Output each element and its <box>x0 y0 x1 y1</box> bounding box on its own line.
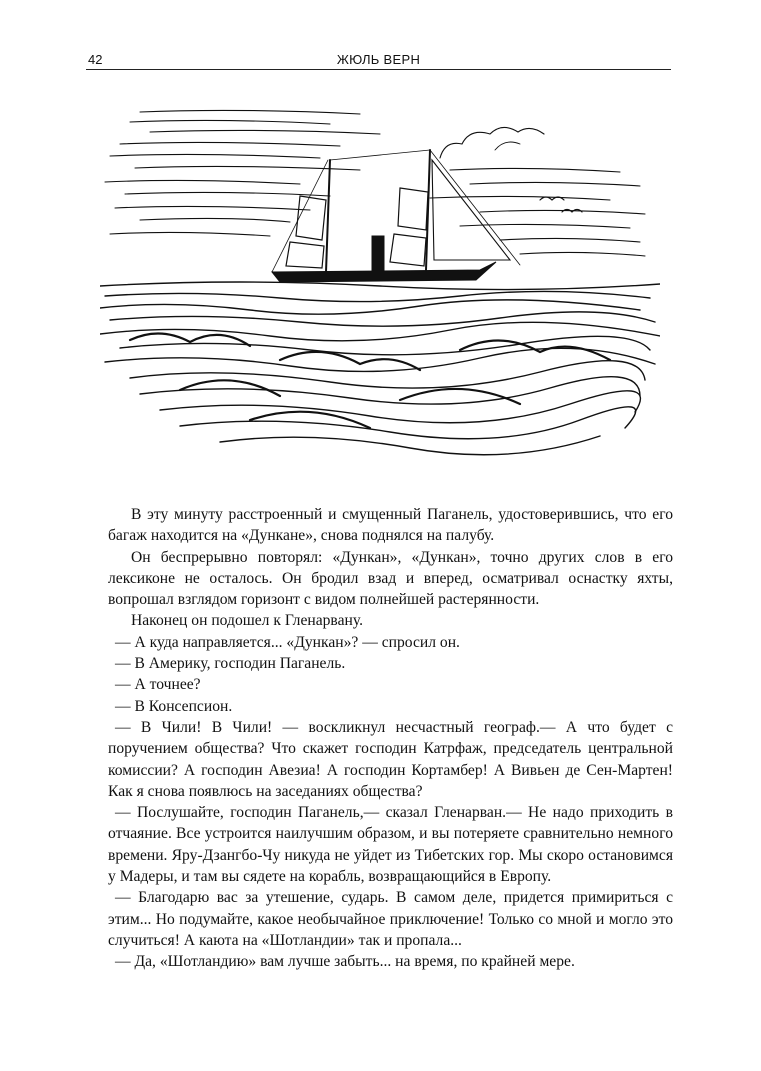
running-title: ЖЮЛЬ ВЕРН <box>336 52 421 67</box>
header-rule <box>86 69 671 70</box>
dialog-line: — Да, «Шотландию» вам лучше забыть... на время, по крайней мере. <box>115 953 575 971</box>
page-number: 42 <box>88 52 103 67</box>
dialog-line: — В Консепсион. <box>115 697 233 715</box>
body-text <box>108 504 673 973</box>
paragraph: В эту минуту расстроенный и смущенный Паганель, удостоверившись, что его багаж находится на «Дункане», снова поднялся на палубу. <box>108 506 673 545</box>
dialog-line: — Послушайте, господин Паганель,— сказал Гленарван.— Не надо приходить в отчаяние. Все устроится наилучшим образом, и вы потеряете сравнительно немного времени. Яру-Дзангбо-Чу никуда не уйдет из Тибетских гор. Мы скоро остановимся у Мадеры, и там вы сядете на корабль, возвращающийся в Европу. <box>108 804 673 886</box>
dialog-line: — В Чили! В Чили! — воскликнул несчастный географ.— А что будет с поручением общества? Что скажет господин Катрфаж, председатель центральной комиссии? А господин Авезиа! А господин Кортамбер! А Вивьен де Сен-Мартен! Как я снова появлюсь на заседаниях общества? <box>108 718 673 800</box>
page-header <box>86 50 671 68</box>
paragraph: Он беспрерывно повторял: «Дункан», «Дункан», точно других слов в его лексиконе не осталось. Он бродил взад и вперед, осматривал оснастку яхты, вопрошал взглядом горизонт с видом полнейшей растерянности. <box>108 548 673 609</box>
dialog-line: — Благодарю вас за утешение, сударь. В самом деле, придется примириться с этим... Но подумайте, какое необычайное приключение! Только со мной и могло это случиться! А каюта на «Шотландии» так и пропала... <box>108 889 673 949</box>
ship-illustration <box>100 100 660 470</box>
dialog-line: — В Америку, господин Паганель. <box>115 655 346 673</box>
dialog-line: — А куда направляется... «Дункан»? — спросил он. <box>115 633 460 651</box>
dialog-line: — А точнее? <box>115 676 201 694</box>
paragraph: Наконец он подошел к Гленарвану. <box>131 612 363 630</box>
